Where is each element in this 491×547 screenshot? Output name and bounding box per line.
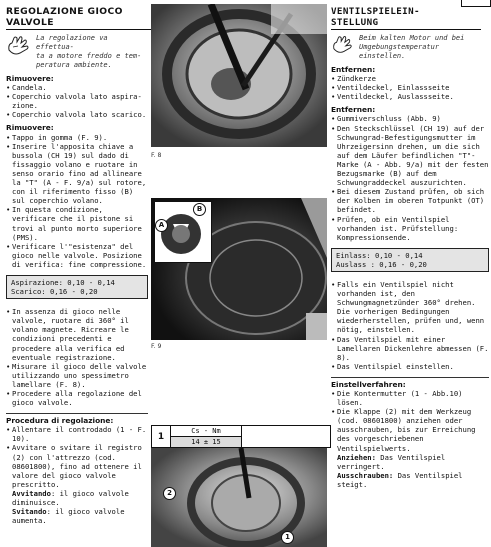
it-intro-line: La regolazione va effettua-: [36, 34, 108, 51]
de-rotate-list: [331, 114, 489, 241]
it-title-line2: VALVOLE: [6, 17, 54, 28]
fig8-illustration: [151, 4, 327, 147]
german-column: [331, 0, 489, 489]
de-intro-text: [359, 34, 464, 61]
it-intro-line: ta a motore freddo e tem-: [36, 52, 142, 60]
it-intro-line: peratura ambiente.: [36, 61, 112, 69]
torque-ref-number: 1: [152, 426, 171, 447]
list-item: • Verificare l'"esistenza" del gioco nelle valvole. Posizione di verifica: fine compressione.: [6, 242, 148, 269]
marker-1: 1: [281, 531, 294, 544]
it-screw-in-label: Avvitando: [12, 488, 51, 498]
list-item: • Inserire l'apposita chiave a bussola (CH 19) sul dado di fissaggio volano e ruotare in senso orario fino ad allineare la "T" (A - F. 9/a) sul rotore, con il riferimento fisso (B) sul coperchio volano.: [6, 142, 148, 206]
de-divider: [331, 377, 489, 378]
de-procedure-heading: Einstellverfahren:: [331, 379, 406, 389]
list-item: • Falls ein Ventilspiel nicht vorhanden ist, den Schwungmagnetzünder 360° drehen. Die vorherigen Bedingungen wiederherstellen, prüfen und, wenn nötig, einstellen.: [331, 280, 489, 335]
de-title-line2: STELLUNG: [331, 17, 379, 28]
list-item: • Bei diesem Zustand prüfen, ob sich der Kolben im oberen Totpunkt (OT) befindet.: [331, 187, 489, 214]
it-screw-out-text: : il gioco valvole aumenta.: [12, 507, 125, 526]
de-screw-out-text: Das Ventilspiel steigt.: [337, 470, 463, 489]
list-item: • Misurare il gioco delle valvole utilizzando uno spessimetro lamellare (F. 8).: [6, 362, 148, 389]
de-screw-in: [331, 453, 489, 471]
de-title-line1: VENTILSPIELEIN-: [331, 6, 420, 17]
spec-line: Scarico: 0,16 - 0,20: [11, 287, 98, 297]
torque-header: Cs - Nm: [171, 426, 241, 437]
spec-line: Aspirazione: 0,10 - 0,14: [11, 277, 115, 287]
it-screw-out-label: Svitando: [12, 507, 47, 517]
de-remove-heading: Entfernen:: [331, 65, 376, 74]
list-item: • Coperchio valvola lato scarico.: [6, 110, 148, 119]
de-screw-out: [331, 471, 489, 489]
de-title: [331, 6, 489, 28]
de-procedure-list: [331, 389, 489, 453]
list-item: • Den Steckschlüssel (CH 19) auf der Schwungrad-Befestigungsmutter im Uhrzeigersinn drehen, um die sich auf dem Läufer befindlichen "T"-Marke (A - Abb. 9/a) mit der festen Bezugsmarke (B) auf dem Schwungraddeckel auszurichten.: [331, 124, 489, 188]
de-intro-line: Umgebungstemperatur: [359, 43, 440, 51]
list-item: • In assenza di gioco nelle valvole, ruotare di 360° il volano magnete. Ricreare le condizioni precedenti e procedere alla verifica ed eventuale registrazione.: [6, 307, 148, 362]
list-item: • Die Kontermutter (1 - Abb.10) lösen.: [331, 389, 489, 407]
it-title-line1: REGOLAZIONE GIOCO: [6, 6, 123, 17]
it-screw-in: [6, 489, 148, 507]
de-rotate-heading: Entfernen:: [331, 105, 376, 115]
list-item: • Candela.: [6, 83, 148, 92]
list-item: • In questa condizione, verificare che il pistone si trovi al punto morto superiore (PMS).: [6, 205, 148, 241]
it-spec-box: [6, 275, 148, 299]
list-item: • Avvitare o svitare il registro (2) con l'attrezzo (cod. 08601800), fino ad ottenere il valore del gioco valvole prescritto.: [6, 443, 148, 488]
de-after-list: [331, 280, 489, 371]
de-intro-line: einstellen.: [359, 52, 406, 60]
torque-table: [171, 426, 242, 447]
de-screw-in-label: Anziehen:: [337, 452, 376, 462]
torque-value: 14 ± 15: [171, 437, 241, 447]
list-item: • Ventildeckel, Auslassseite.: [331, 92, 489, 101]
it-procedure-heading: Procedura di regolazione:: [6, 416, 114, 426]
it-divider: [6, 413, 148, 414]
it-screw-in-text: : il gioco valvole diminuisce.: [12, 488, 129, 508]
de-screw-in-text: Das Ventilspiel verringert.: [337, 452, 446, 471]
it-remove-heading: Rimuovere:: [6, 74, 54, 83]
de-spec-box: [331, 248, 489, 272]
italian-column: [6, 0, 148, 525]
list-item: • Das Ventilspiel mit einer Lamellaren Dickenlehre abmessen (F. 8).: [331, 335, 489, 362]
de-intro: [331, 34, 489, 61]
list-item: • Procedere alla regolazione del gioco valvole.: [6, 389, 148, 407]
list-item: • Allentare il controdado (1 - F. 10).: [6, 425, 148, 443]
it-rotate-heading: Rimuovere:: [6, 123, 54, 133]
it-title-rule: [6, 29, 156, 30]
it-intro: [6, 34, 148, 70]
it-after-list: [6, 307, 148, 407]
de-title-rule: [331, 29, 481, 30]
it-rotate-list: [6, 133, 148, 269]
list-item: • Prüfen, ob ein Ventilspiel vorhanden ist. Prüfstellung: Kompressionsende.: [331, 215, 489, 242]
page-tab: [461, 0, 491, 7]
de-remove-list: [331, 74, 489, 101]
it-screw-out: [6, 507, 148, 525]
list-item: • Tappo in gomma (F. 9).: [6, 133, 148, 142]
list-item: • Die Klappe (2) mit dem Werkzeug (cod. 08601800) anziehen oder ausschrauben, bis zur Erreichung des vorgeschriebenen Ventilspielwerts.: [331, 407, 489, 452]
it-title: [6, 6, 148, 28]
list-item: • Gummiverschluss (Abb. 9): [331, 114, 489, 123]
fig10-illustration: [151, 448, 327, 547]
torque-spec-box: [151, 425, 331, 448]
marker-b: B: [193, 203, 206, 216]
list-item: • Ventildeckel, Einlassseite: [331, 83, 489, 92]
marker-2: 2: [163, 487, 176, 500]
it-procedure-list: [6, 425, 148, 489]
caution-hand-icon: [331, 34, 355, 56]
de-screw-out-label: Ausschrauben:: [337, 470, 394, 480]
marker-a: A: [155, 219, 168, 232]
de-intro-line: Beim kalten Motor und bei: [359, 34, 465, 42]
figure-8-photo: [151, 4, 327, 147]
figure-10-photo: [151, 448, 327, 547]
spec-line: Auslass : 0,16 - 0,20: [336, 259, 427, 269]
it-intro-text: [36, 34, 148, 70]
it-remove-list: [6, 83, 148, 119]
figure-9-label: F. 9: [151, 343, 162, 350]
list-item: • Coperchio valvola lato aspira-zione.: [6, 92, 148, 110]
list-item: • Zündkerze: [331, 74, 489, 83]
spec-line: Einlass: 0,10 - 0,14: [336, 250, 423, 260]
caution-hand-icon: [6, 34, 32, 58]
figure-8-label: F. 8: [151, 152, 162, 159]
list-item: • Das Ventilspiel einstellen.: [331, 362, 489, 371]
